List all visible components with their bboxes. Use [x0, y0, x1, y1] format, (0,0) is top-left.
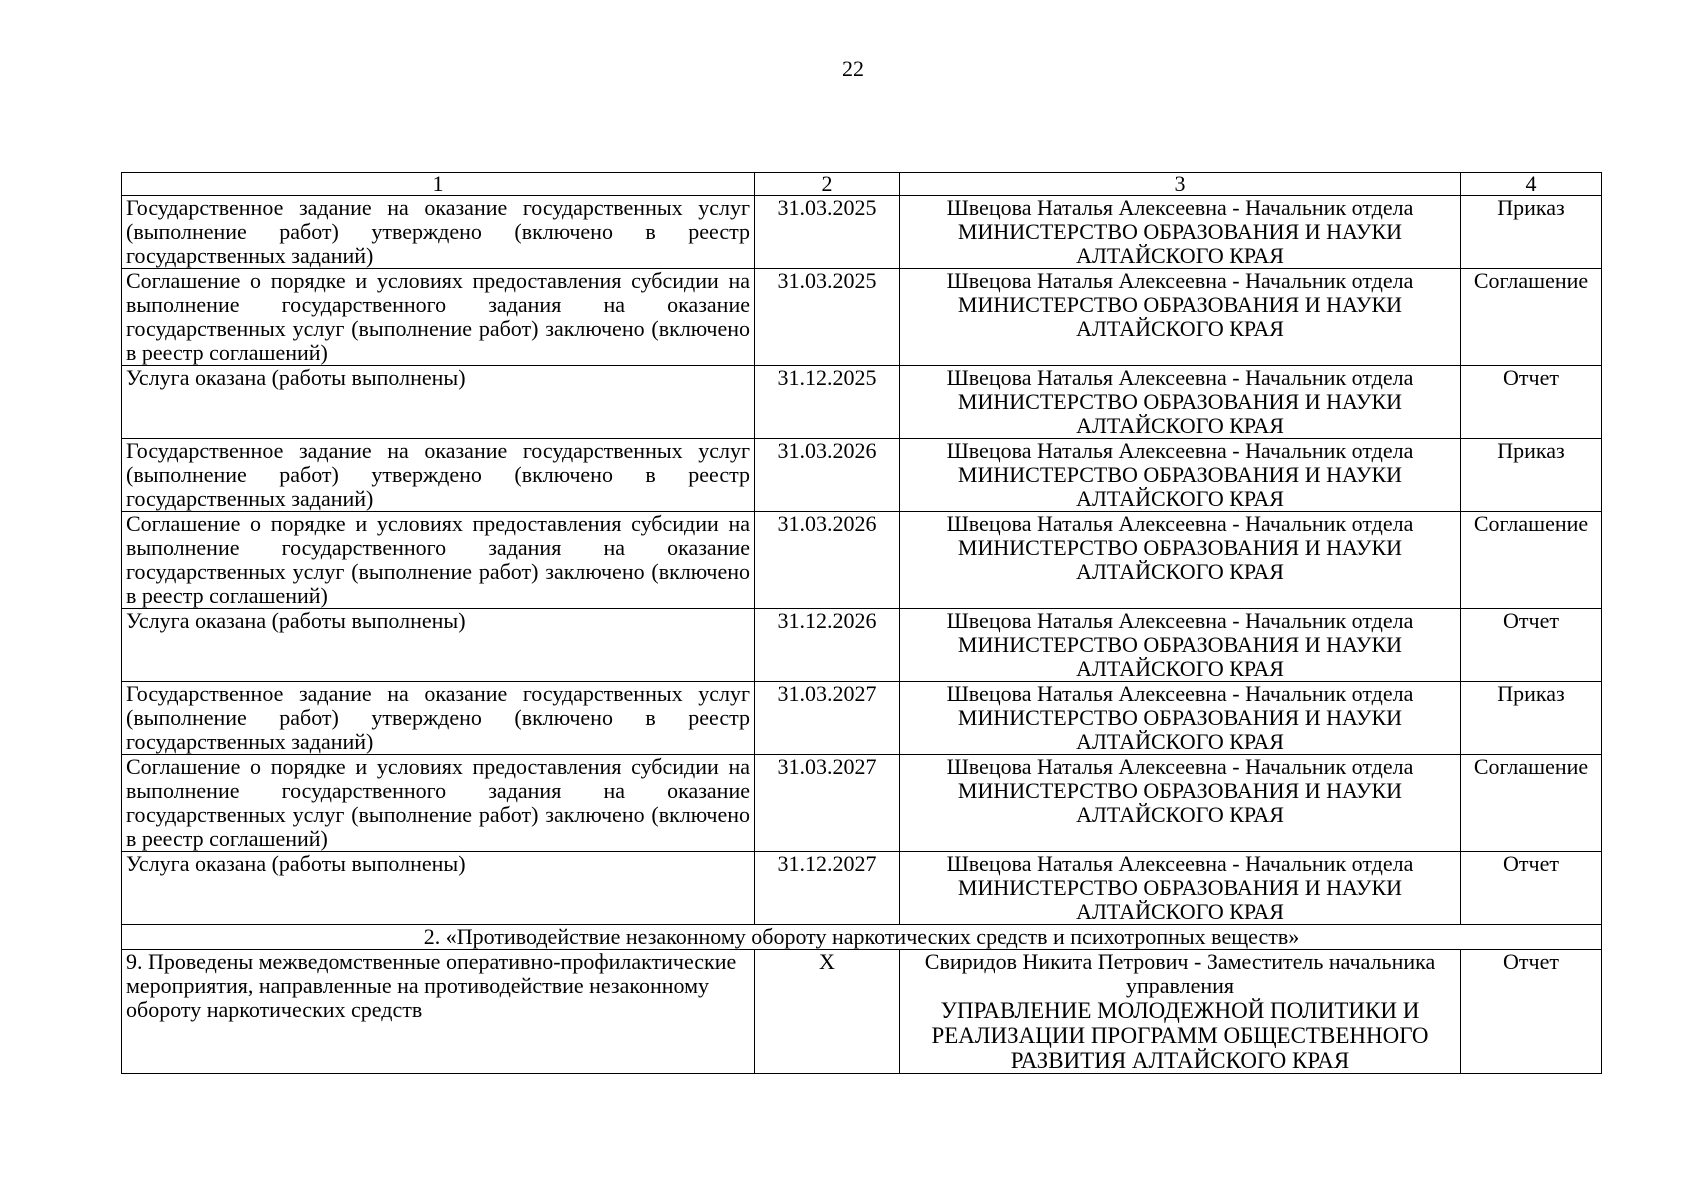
deadline-date: 31.12.2026: [755, 609, 900, 682]
responsible-org: МИНИСТЕРСТВО ОБРАЗОВАНИЯ И НАУКИ АЛТАЙСКОГО КРАЯ: [957, 292, 1403, 341]
responsible-org: УПРАВЛЕНИЕ МОЛОДЕЖНОЙ ПОЛИТИКИ И РЕАЛИЗАЦИИ ПРОГРАММ ОБЩЕСТВЕННОГО РАЗВИТИЯ АЛТАЙСКОГО КРАЯ: [931, 998, 1429, 1073]
responsible-org: МИНИСТЕРСТВО ОБРАЗОВАНИЯ И НАУКИ АЛТАЙСКОГО КРАЯ: [957, 535, 1403, 584]
responsible-org: МИНИСТЕРСТВО ОБРАЗОВАНИЯ И НАУКИ АЛТАЙСКОГО КРАЯ: [957, 632, 1403, 681]
responsible-cell: [900, 609, 1461, 682]
responsible-org: МИНИСТЕРСТВО ОБРАЗОВАНИЯ И НАУКИ АЛТАЙСКОГО КРАЯ: [957, 219, 1403, 268]
responsible-cell: [900, 366, 1461, 439]
responsible-cell: [900, 269, 1461, 366]
milestone-text: Услуга оказана (работы выполнены): [122, 366, 755, 439]
table-row: [122, 682, 1602, 755]
responsible-person: Швецова Наталья Алексеевна - Начальник отдела: [946, 438, 1414, 463]
responsible-org: МИНИСТЕРСТВО ОБРАЗОВАНИЯ И НАУКИ АЛТАЙСКОГО КРАЯ: [957, 705, 1403, 754]
responsible-person: Свиридов Никита Петрович - Заместитель начальника управления: [924, 949, 1436, 998]
document-type: Соглашение: [1461, 755, 1602, 852]
deadline-date: 31.03.2025: [755, 196, 900, 269]
deadline-date: 31.03.2027: [755, 682, 900, 755]
page-number: 22: [842, 56, 864, 81]
milestone-text: Соглашение о порядке и условиях предоставления субсидии на выполнение государственного задания на оказание государственных услуг (выполнение работ) заключено (включено в реестр соглашений): [122, 512, 755, 609]
responsible-cell: [900, 439, 1461, 512]
deadline-date: X: [755, 950, 900, 1074]
document-type: Приказ: [1461, 439, 1602, 512]
milestone-text: Соглашение о порядке и условиях предоставления субсидии на выполнение государственного задания на оказание государственных услуг (выполнение работ) заключено (включено в реестр соглашений): [122, 755, 755, 852]
responsible-cell: [900, 950, 1461, 1074]
responsible-cell: [900, 755, 1461, 852]
deadline-date: 31.12.2027: [755, 852, 900, 925]
document-type: Отчет: [1461, 366, 1602, 439]
document-table: [121, 172, 1602, 1074]
deadline-date: 31.03.2025: [755, 269, 900, 366]
column-header: 2: [755, 173, 900, 196]
responsible-person: Швецова Наталья Алексеевна - Начальник отдела: [946, 511, 1414, 536]
responsible-person: Швецова Наталья Алексеевна - Начальник отдела: [946, 851, 1414, 876]
milestone-text: 9. Проведены межведомственные оперативно-профилактические мероприятия, направленные на противодействие незаконному обороту наркотических средств: [122, 950, 755, 1074]
responsible-person: Швецова Наталья Алексеевна - Начальник отдела: [946, 754, 1414, 779]
table-row: [122, 852, 1602, 925]
document-type: Отчет: [1461, 852, 1602, 925]
table-row: [122, 269, 1602, 366]
table-row: [122, 512, 1602, 609]
document-type: Отчет: [1461, 950, 1602, 1074]
milestone-text: Государственное задание на оказание государственных услуг (выполнение работ) утверждено (включено в реестр государственных заданий): [122, 682, 755, 755]
milestone-text: Соглашение о порядке и условиях предоставления субсидии на выполнение государственного задания на оказание государственных услуг (выполнение работ) заключено (включено в реестр соглашений): [122, 269, 755, 366]
responsible-person: Швецова Наталья Алексеевна - Начальник отдела: [946, 608, 1414, 633]
document-type: Соглашение: [1461, 269, 1602, 366]
deadline-date: 31.03.2027: [755, 755, 900, 852]
section-title: 2. «Противодействие незаконному обороту наркотических средств и психотропных веществ»: [122, 925, 1602, 950]
deadline-date: 31.12.2025: [755, 366, 900, 439]
responsible-person: Швецова Наталья Алексеевна - Начальник отдела: [946, 195, 1414, 220]
responsible-person: Швецова Наталья Алексеевна - Начальник отдела: [946, 365, 1414, 390]
column-header: 1: [122, 173, 755, 196]
section-row: [122, 925, 1602, 950]
table-row: [122, 755, 1602, 852]
column-header: 4: [1461, 173, 1602, 196]
responsible-org: МИНИСТЕРСТВО ОБРАЗОВАНИЯ И НАУКИ АЛТАЙСКОГО КРАЯ: [957, 778, 1403, 827]
responsible-org: МИНИСТЕРСТВО ОБРАЗОВАНИЯ И НАУКИ АЛТАЙСКОГО КРАЯ: [957, 875, 1403, 924]
table-row: [122, 439, 1602, 512]
deadline-date: 31.03.2026: [755, 439, 900, 512]
table-row: [122, 609, 1602, 682]
table-row: [122, 366, 1602, 439]
responsible-cell: [900, 196, 1461, 269]
milestone-text: Государственное задание на оказание государственных услуг (выполнение работ) утверждено (включено в реестр государственных заданий): [122, 196, 755, 269]
milestone-text: Услуга оказана (работы выполнены): [122, 609, 755, 682]
table-row: [122, 950, 1602, 1074]
document-type: Приказ: [1461, 682, 1602, 755]
responsible-cell: [900, 512, 1461, 609]
table-row: [122, 196, 1602, 269]
document-type: Соглашение: [1461, 512, 1602, 609]
document-type: Приказ: [1461, 196, 1602, 269]
responsible-person: Швецова Наталья Алексеевна - Начальник отдела: [946, 268, 1414, 293]
table-header-row: [122, 173, 1602, 196]
responsible-cell: [900, 852, 1461, 925]
responsible-org: МИНИСТЕРСТВО ОБРАЗОВАНИЯ И НАУКИ АЛТАЙСКОГО КРАЯ: [957, 389, 1403, 438]
deadline-date: 31.03.2026: [755, 512, 900, 609]
column-header: 3: [900, 173, 1461, 196]
document-type: Отчет: [1461, 609, 1602, 682]
responsible-org: МИНИСТЕРСТВО ОБРАЗОВАНИЯ И НАУКИ АЛТАЙСКОГО КРАЯ: [957, 462, 1403, 511]
responsible-cell: [900, 682, 1461, 755]
milestone-text: Услуга оказана (работы выполнены): [122, 852, 755, 925]
milestone-text: Государственное задание на оказание государственных услуг (выполнение работ) утверждено (включено в реестр государственных заданий): [122, 439, 755, 512]
responsible-person: Швецова Наталья Алексеевна - Начальник отдела: [946, 681, 1414, 706]
